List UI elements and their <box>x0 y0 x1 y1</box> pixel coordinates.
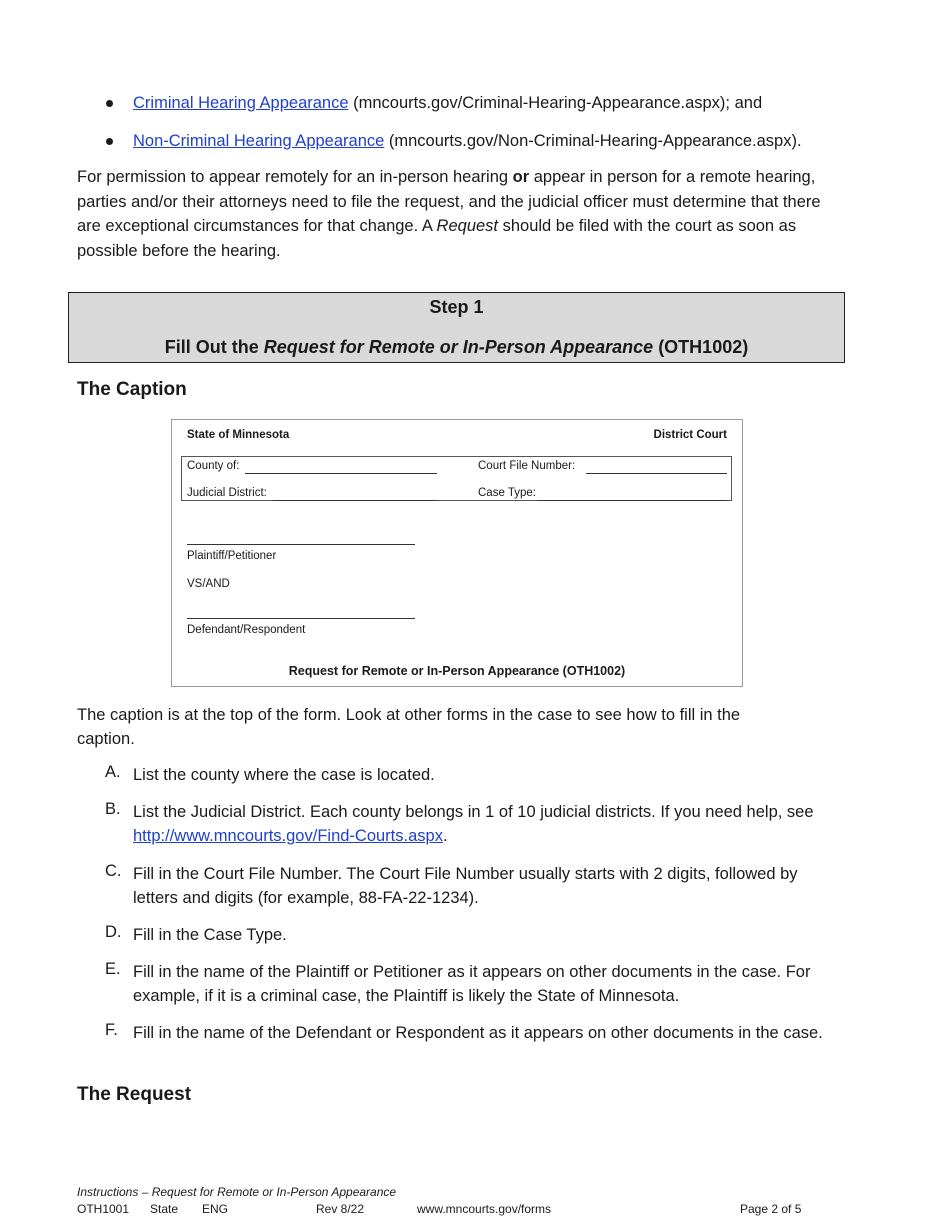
list-letter: C. <box>105 862 122 880</box>
request-heading: The Request <box>77 1084 192 1105</box>
step-title: Step 1 <box>429 297 484 317</box>
defendant-line <box>187 618 415 619</box>
bullet-url-text: (mncourts.gov/Criminal-Hearing-Appearance.aspx); and <box>348 94 763 112</box>
bullet-dot <box>106 100 113 107</box>
noncriminal-hearing-link[interactable]: Non-Criminal Hearing Appearance <box>133 132 385 150</box>
footer-title: Instructions – Request for Remote or In-Person Appearance <box>77 1185 397 1199</box>
state-label: State of Minnesota <box>187 429 290 441</box>
vs-label: VS/AND <box>187 578 230 590</box>
plaintiff-label: Plaintiff/Petitioner <box>187 550 277 562</box>
intro-paragraph: For permission to appear remotely for an in-person hearing or appear in person for a remote hearing, parties and/or their attorneys need to file the request, and the judicial officer must determine that there are exceptional circumstances for that change. A Request should be filed with the court as soon as possible before the hearing. <box>77 168 821 260</box>
list-item-e: Fill in the name of the Plaintiff or Petitioner as it appears on other documents in the case. For example, if it is a criminal case, the Plaintiff is likely the State of Minnesota. <box>133 963 811 1005</box>
list-letter: A. <box>105 763 121 781</box>
footer-website: www.mncourts.gov/forms <box>417 1202 552 1216</box>
footer-revision: Rev 8/22 <box>316 1202 365 1216</box>
list-letter: F. <box>105 1021 118 1039</box>
bullet-url-text: (mncourts.gov/Non-Criminal-Hearing-Appearance.aspx). <box>384 132 802 150</box>
county-label: County of: <box>187 460 240 472</box>
caption-form-image <box>171 419 743 687</box>
footer-jurisdiction: State <box>150 1202 179 1216</box>
list-letter: D. <box>105 923 122 941</box>
case-type-label: Case Type: <box>478 487 536 499</box>
file-number-line <box>586 473 727 474</box>
county-line <box>245 473 437 474</box>
list-item-c: Fill in the Court File Number. The Court File Number usually starts with 2 digits, followed by letters and digits (for example, 88-FA-22-1234). <box>133 865 798 907</box>
case-info-box <box>181 456 732 501</box>
find-courts-link[interactable]: http://www.mncourts.gov/Find-Courts.aspx <box>133 827 443 845</box>
step-box <box>68 292 845 363</box>
caption-heading: The Caption <box>77 379 187 400</box>
step-subtitle: Fill Out the Request for Remote or In-Person Appearance (OTH1002) <box>164 337 749 357</box>
list-item-b: List the Judicial District. Each county belongs in 1 of 10 judicial districts. If you need help, see http://www.mncourts.gov/Find-Courts.aspx. <box>133 803 814 845</box>
district-label: Judicial District: <box>187 487 267 499</box>
file-number-label: Court File Number: <box>478 460 576 472</box>
list-item-d: Fill in the Case Type. <box>133 926 287 944</box>
bullet-item-criminal <box>133 91 762 115</box>
list-letter: B. <box>105 800 121 818</box>
district-line <box>273 500 437 501</box>
criminal-hearing-link[interactable]: Criminal Hearing Appearance <box>133 94 349 112</box>
bullet-item-noncriminal <box>133 129 802 153</box>
list-item-a: List the county where the case is located. <box>133 766 435 784</box>
court-label: District Court <box>653 429 727 441</box>
plaintiff-line <box>187 544 415 545</box>
case-type-line <box>538 500 727 501</box>
list-item-f: Fill in the name of the Defendant or Respondent as it appears on other documents in the case. <box>133 1024 823 1042</box>
form-title: Request for Remote or In-Person Appearance (OTH1002) <box>288 664 626 678</box>
caption-explanation: The caption is at the top of the form. Look at other forms in the case to see how to fill in the caption. <box>77 706 741 748</box>
bullet-dot <box>106 138 113 145</box>
footer-form-id: OTH1001 <box>77 1202 130 1216</box>
defendant-label: Defendant/Respondent <box>187 624 306 636</box>
footer-page-number: Page 2 of 5 <box>740 1202 802 1216</box>
footer-language: ENG <box>202 1202 229 1216</box>
list-letter: E. <box>105 960 121 978</box>
